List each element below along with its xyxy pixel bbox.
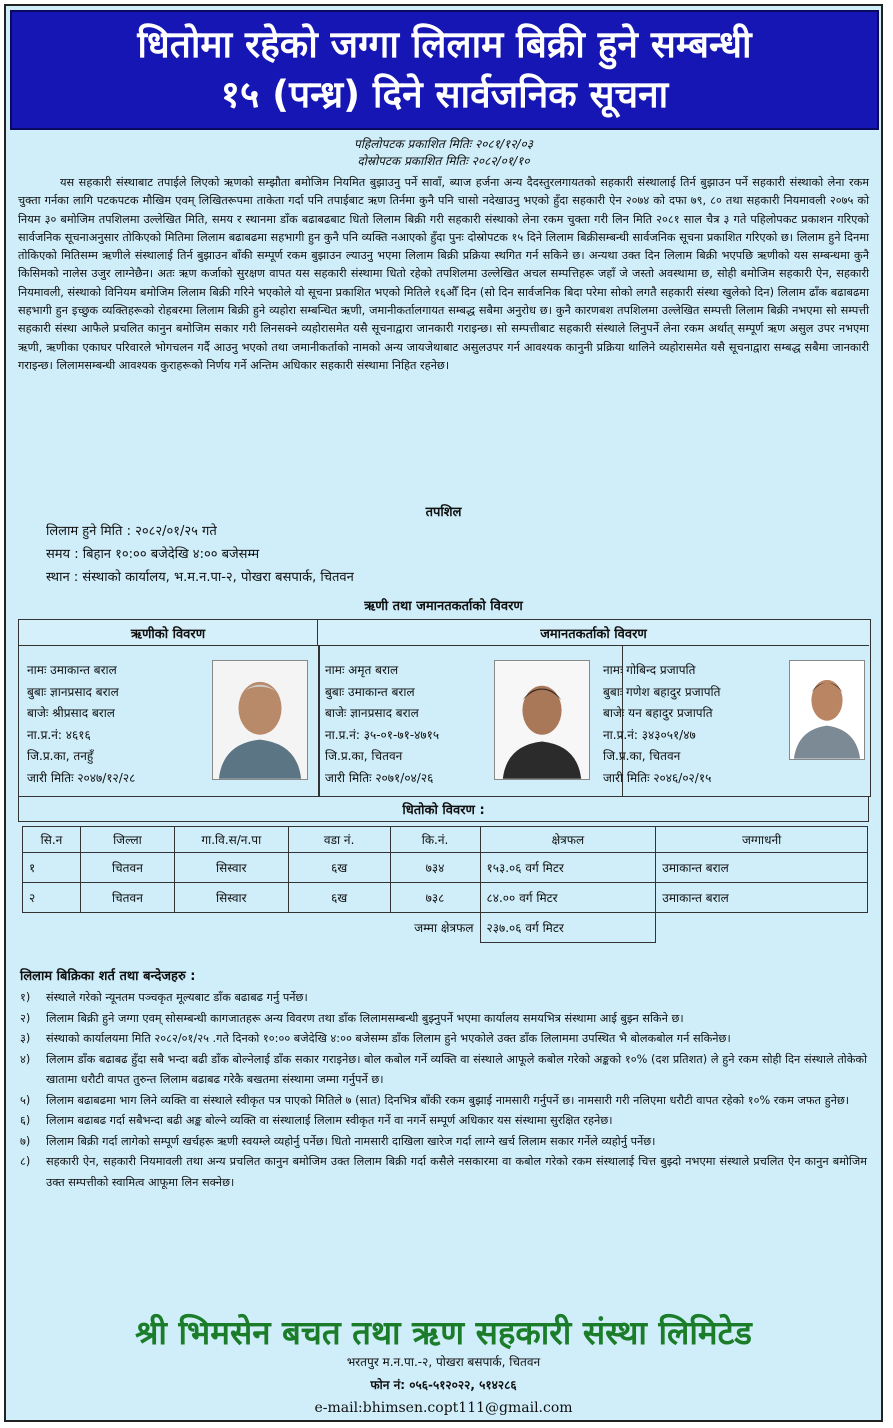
- column-header: वडा नं.: [288, 827, 390, 853]
- guarantor-column-header: जमानतकर्ताको विवरण: [318, 620, 869, 646]
- item-text: लिलाम बढाबढमा भाग लिने व्यक्ति वा संस्थाले स्वीकृत पत्र पाएको मितिले ७ (सात) दिनभित्र बाँकी रकम बुझाई नामसारी गर्नुपर्ने छ। नामसारी गरी नलिएमा धरौटी वापत रहेको १०% रकम जफत हुनेछ।: [46, 1093, 850, 1107]
- list-item: [20, 1111, 867, 1132]
- item-number: ४): [20, 1052, 31, 1066]
- item-text: संस्थाको कार्यालयमा मिति २०८२/०१/२५ .गते दिनको १०:०० बजेदेखि ४:०० बजेसम्म डाँक लिलाम हुने भएकोले उक्त डाँक लिलाममा उपस्थित भै बोलकबोल गर्न सकिनेछ।: [46, 1032, 731, 1045]
- item-text: लिलाम बिक्री गर्दा लागेको सम्पूर्ण खर्चहरू ऋणी स्वयम्ले व्यहोर्नु पर्नेछ। धितो नामसारी दाखिला खारेज गर्दा लाग्ने खर्च लिलाम सकार गर्नेले व्यहोर्नु पर्नेछ।: [46, 1134, 656, 1148]
- column-header: कि.नं.: [390, 827, 480, 853]
- person-issue-date: जारी मितिः २०४६/०२/१५: [603, 770, 712, 785]
- empty-cell: [656, 913, 868, 943]
- column-header: जिल्ला: [80, 827, 174, 853]
- table-cell: उमाकान्त बराल: [656, 883, 868, 913]
- table-cell: सिस्वार: [174, 853, 288, 883]
- table-cell: ६ख: [288, 853, 390, 883]
- table-cell: ६ख: [288, 883, 390, 913]
- person-name: नामः अमृत बराल: [325, 663, 399, 677]
- item-number: १): [20, 991, 31, 1004]
- auction-date: लिलाम हुने मिति : २०८२/०१/२५ गते: [46, 524, 217, 539]
- guarantor-1-details: [325, 660, 439, 789]
- item-text: लिलाम डाँक बढाबढ हुँदा सबै भन्दा बढी डाँक बोल्नेलाई डाँक सकार गराइनेछ। बोल कबोल गर्ने व्यक्ति वा संस्थाले आफूले कबोल गरेको अङ्कको १०% (दश प्रतिशत) ले हुने रकम सोही दिन संस्थाले तोकेको खातामा धरौटी वापत तुरुन्त लिलाम बढाबढ गरेकै बखतमा संस्थामा जम्मा गर्नुपर्ने छ।: [46, 1052, 867, 1086]
- publication-dates: [6, 136, 881, 170]
- first-publication-date: पहिलोपटक प्रकाशित मितिः २०८१/१२/०३: [354, 137, 533, 151]
- table-cell: १५३.०६ वर्ग मिटर: [480, 853, 656, 883]
- notice-sheet: [4, 4, 883, 1422]
- second-publication-date: दोस्रोपटक प्रकाशित मितिः २०८२/०१/१०: [357, 154, 530, 168]
- person-citizenship: ना.प्र.नं: ४६१६: [27, 727, 91, 742]
- table-row: [23, 883, 868, 913]
- collateral-heading: धितोको विवरण :: [18, 796, 869, 822]
- item-number: ६): [20, 1114, 31, 1127]
- item-text: संस्थाले गरेको न्यूनतम पञ्चकृत मूल्यबाट डाँक बढाबढ गर्नु पर्नेछ।: [46, 991, 308, 1004]
- total-label: जम्मा क्षेत्रफल: [414, 921, 474, 936]
- person-photo-icon: [494, 660, 590, 780]
- person-issue-date: जारी मितिः २०४७/१२/२८: [27, 770, 136, 785]
- auction-time: समय : बिहान १०:०० बजेदेखि ४:०० बजेसम्म: [46, 547, 260, 562]
- person-issue-date: जारी मितिः २०७१/०४/२६: [325, 770, 434, 785]
- table-cell: चितवन: [80, 883, 174, 913]
- list-item: [20, 1152, 867, 1193]
- item-number: २): [20, 1011, 31, 1025]
- person-photo-icon: [212, 660, 308, 780]
- column-divider: [318, 646, 320, 796]
- list-item: [20, 1050, 867, 1091]
- table-cell: २: [23, 883, 81, 913]
- table-cell: ७३८: [390, 883, 480, 913]
- list-item: [20, 1132, 867, 1153]
- person-district: जि.प्र.का, चितवन: [603, 749, 681, 763]
- list-item: [20, 1009, 867, 1030]
- auction-place: स्थान : संस्थाको कार्यालय, भ.म.न.पा-२, पोखरा बसपार्क, चितवन: [46, 570, 354, 585]
- person-father: बुबाः गणेश बहादुर प्रजापति: [603, 684, 721, 699]
- total-value: २३७.०६ वर्ग मिटर: [480, 913, 656, 943]
- person-grandfather: बाजेः श्रीप्रसाद बराल: [27, 706, 115, 720]
- table-cell: १: [23, 853, 81, 883]
- column-header: क्षेत्रफल: [480, 827, 656, 853]
- person-father: बुबाः उमाकान्त बराल: [325, 684, 415, 699]
- item-number: ३): [20, 1032, 31, 1045]
- organization-address: भरतपुर म.न.पा.-२, पोखरा बसपार्क, चितवन: [346, 1355, 541, 1369]
- conditions-title: लिलाम बिक्रिका शर्त तथा बन्देजहरु :: [20, 969, 196, 984]
- table-cell: ८४.०० वर्ग मिटर: [480, 883, 656, 913]
- column-header: जग्गाधनी: [656, 827, 868, 853]
- conditions-list: [20, 988, 867, 1193]
- table-row: [23, 853, 868, 883]
- person-citizenship: ना.प्र.नं: ३५-०१-७१-४७१५: [325, 727, 440, 742]
- collateral-table: [22, 826, 868, 943]
- person-name: नामः उमाकान्त बराल: [27, 663, 117, 677]
- table-cell: ७३४: [390, 853, 480, 883]
- guarantor-2-details: [603, 660, 721, 789]
- item-number: ८): [20, 1155, 31, 1168]
- notice-body: यस सहकारी संस्थाबाट तपाईले लिएको ऋणको सम्झौता बमोजिम नियमित बुझाउनु पर्ने सावाँ, ब्याज हर्जना अन्य दैदस्तुरलगायतको सहकारी संस्थालाई तिर्न बुझाउन पर्ने सहकारी संस्थाको लेना रकम चुक्ता गर्नका लागि पटकपटक मौखिम एवम् लिखितरूपमा ताकेता गर्दा पनि तपाईबाट ऋण तिर्नमा कुनै पनि चासो नदेखाउनु भएको हुँदा सहकारी ऐन २०७४ को दफा ७९, ८० तथा सहकारी नियमावली २०७५ को नियम ३० बमोजिम तपशिलमा उल्लेखित मिति, समय र स्थानमा डाँक बढाबढबाट धितो लिलाम बिक्री गरी सहकारी संस्थाको लेना रकम चुक्ता गरी लिन मिति २०८१ साल चैत्र ३ गते पहिलोपकट प्रकाशन गरिएको सार्वजनिक सूचनाअनुसार तोकिएको मितिमा लिलाम बढाबढमा सहभागी हुन कुनै पनि व्यक्ति नआएको हुँदा पुनः दोस्रोपटक १५ दिने लिलाम बिक्रीसम्बन्धी सार्वजनिक सूचना प्रकाशित गरिएको छ। लिलाम हुने दिनमा तोकिएको मितिसम्म ऋणीले संस्थालाई तिर्न बुझाउन बाँकी सम्पूर्ण रकम बुझाउन ल्याउनु भएमा लिलाम बिक्री प्रक्रिया स्थगित गर्न सकिने छ। अन्यथा उक्त दिन लिलाम बिक्री भएपछि ऋणीको यस सम्बन्धमा कुनै किसिमको नालेस उजुर लाग्नेछैन। अतः ऋण कर्जाको सुरक्षण वापत यस सहकारी संस्थामा धितो रहेको तपशिलमा उल्लेखित अचल सम्पत्तिहरू जहाँ जे जस्तो अवस्थामा छ, सोही बमोजिम सहकारी ऐन, सहकारी नियमावली, संस्थाको विनियम बमोजिम लिलाम बिक्री गरिने भएकोले यो सूचना प्रकाशित भएको मितिले १६औँ दिन (सो दिन सार्वजनिक बिदा परेमा सोको लगतै सहकारी संस्था खुलेको दिन) लिलाम ढाँक बढाबढमा सहभागी हुन इच्छुक व्यक्तिहरूको रोहबरमा लिलाम बिक्री हुने व्यहोरा सम्बन्धित ऋणी, जमानीकर्तालगायत सम्बद्ध सबैमा अनुरोध छ। कुनै कारणबश तपशिलमा उल्लेखित सम्पत्ती लिलाम बिक्री नभएमा सो सम्पत्ती सहकारी संस्था आफैले प्रचलित कानुन बमोजिम सकार गरी लिनसक्ने व्यहोरासमेत यसै सूचनाद्वारा जानकारी गराइन्छ। सो सम्पत्तीबाट सहकारी संस्थाले लिनुपर्ने लेना रकम अर्थात् सम्पूर्ण ऋण असुल उपर नभएमा ऋणी, ऋणीका एकाघर परिवारले भोगचलन गर्दै आउनु भएको तथा जमानीकर्ताको नामको अन्य जायजेथाबाट असुलउपर गर्न आवश्यक कानुनी प्रक्रिया थालिने व्यहोरासमेत यसै सूचनाद्वारा सम्बद्ध सबैमा जानकारी गराइन्छ। लिलामसम्बन्धी आवश्यक कुराहरूको निर्णय गर्ने अन्तिम अधिकार सहकारी संस्थामा निहित रहनेछ।: [18, 176, 869, 372]
- table-cell: उमाकान्त बराल: [656, 853, 868, 883]
- title-line-2: १५ (पन्ध्र) दिने सार्वजनिक सूचना: [220, 73, 669, 116]
- person-grandfather: बाजेः ज्ञानप्रसाद बराल: [325, 706, 419, 720]
- list-item: [20, 1091, 867, 1112]
- title-banner: [10, 10, 879, 130]
- item-text: लिलाम बिक्री हुने जग्गा एवम् सोसम्बन्धी कागजातहरू अन्य विवरण तथा डाँक लिलामसम्बन्धी बुझ्नुपर्ने भएमा कार्यालय समयभित्र संस्थामा आई बुझ्न सकिने छ।: [46, 1011, 684, 1025]
- borrower-details: [27, 660, 135, 789]
- item-text: लिलाम बढाबढ गर्दा सबैभन्दा बढी अङ्क बोल्ने व्यक्ति वा संस्थालाई लिलाम स्वीकृत गर्ने वा नगर्ने सम्पूर्ण अधिकार यस संस्थामा सुरक्षित रहनेछ।: [46, 1114, 613, 1127]
- title-line-1: धितोमा रहेको जग्गा लिलाम बिक्री हुने सम्बन्धी: [137, 23, 752, 66]
- table-cell: सिस्वार: [174, 883, 288, 913]
- organization-name: श्री भिमसेन बचत तथा ऋण सहकारी संस्था लिमिटेड: [135, 1313, 752, 1352]
- item-text: सहकारी ऐन, सहकारी नियमावली तथा अन्य प्रचलित कानुन बमोजिम उक्त लिलाम बिक्री गर्दा कसैले नसकारमा वा कबोल गरेको रकम संस्थालाई चित्त बुझ्दो नभएमा संस्थाले प्रचलित ऐन कानुन बमोजिम उक्त सम्पत्तीको स्वामित्व आफूमा लिन सक्नेछ।: [46, 1155, 867, 1189]
- column-header: गा.वि.स/न.पा: [174, 827, 288, 853]
- person-photo-icon: [789, 660, 865, 760]
- person-father: बुबाः ज्ञानप्रसाद बराल: [27, 684, 119, 699]
- item-number: ५): [20, 1093, 31, 1107]
- column-header: सि.न: [23, 827, 81, 853]
- item-number: ७): [20, 1134, 31, 1148]
- table-header-row: [23, 827, 868, 853]
- tapsil-heading: तपशिल: [425, 505, 462, 520]
- list-item: [20, 1029, 867, 1050]
- person-name: नामः गोबिन्द प्रजापति: [603, 663, 696, 677]
- person-district: जि.प्र.का, चितवन: [325, 749, 403, 763]
- table-cell: चितवन: [80, 853, 174, 883]
- person-grandfather: बाजेः यन बहादुर प्रजापति: [603, 706, 713, 720]
- person-citizenship: ना.प्र.नं: ३४३०५१/४७: [603, 727, 696, 742]
- borrower-guarantor-heading: ऋणी तथा जमानतकर्ताको विवरण: [364, 599, 523, 614]
- persons-box: [18, 619, 871, 797]
- list-item: [20, 988, 867, 1009]
- borrower-column-header: ऋणीको विवरण: [19, 620, 318, 646]
- organization-phone: फोन नं: ०५६-५१२०२२, ५१४२८६: [370, 1378, 517, 1392]
- organization-email: e-mail:bhimsen.copt111@gmail.com: [314, 1400, 573, 1416]
- person-district: जि.प्र.का, तनहुँ: [27, 749, 94, 763]
- table-total-row: [23, 913, 868, 943]
